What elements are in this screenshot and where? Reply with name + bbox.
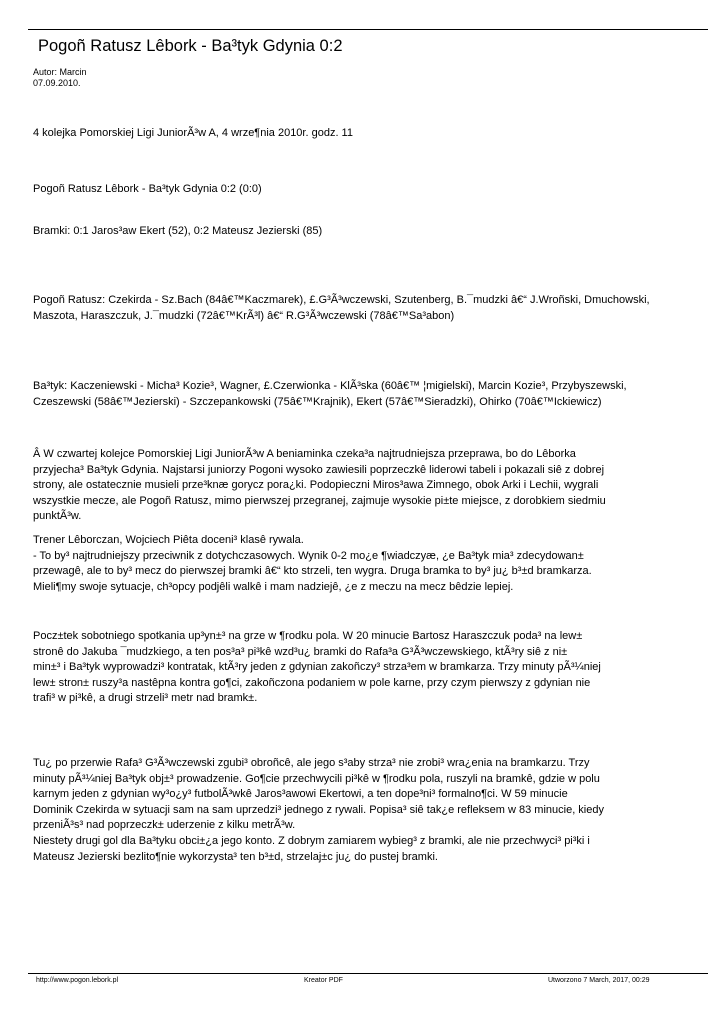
text-line: Dominik Czekirda w sytuacji sam na sam uprzedzi³ jednego z rywali. Popisa³ siê tak¿e refleksem w 83 minucie, kiedy — [33, 803, 604, 816]
text-line: Ba³tyk: Kaczeniewski - Micha³ Kozie³, Wagner, £.Czerwionka - KlÃ³ska (60â€™ ¦migielski), Marcin Kozie³, Przybyszewski, — [33, 380, 627, 392]
text-line: przeniÃ³s³ nad poprzeczk± uderzenie z kilku metrÃ³w. — [33, 819, 296, 832]
header-rule — [28, 29, 708, 30]
text-line: strony, ale ostatecznie musieli prze³knæ gorycz pora¿ki. Podopieczni Miros³awa Zimnego, obok Arki i Lechii, wygrali — [33, 479, 599, 492]
text-line: Pocz±tek sobotniego spotkania up³yn±³ na grze w ¶rodku pola. W 20 minucie Bartosz Haraszczuk poda³ na lew± — [33, 630, 583, 642]
text-line: Â W czwartej kolejce Pomorskiej Ligi JuniorÃ³w A beniaminka czeka³a najtrudniejsza przeprawa, bo do Lêborka — [33, 448, 576, 460]
score-paragraph — [33, 182, 723, 198]
match-report-paragraph-2 — [33, 629, 723, 707]
text-line: Pogoñ Ratusz Lêbork - Ba³tyk Gdynia 0:2 (0:0) — [33, 183, 262, 195]
author-line: Autor: Marcin — [33, 67, 87, 77]
text-line: trafi³ w pi³kê, a drugi strzeli³ metr nad bramk±. — [33, 692, 258, 705]
text-line: Tu¿ po przerwie Rafa³ G³Ã³wczewski zgubi³ obroñcê, ale jego s³aby strza³ nie zrobi³ wra¿enia na bramkarzu. Trzy — [33, 757, 590, 769]
text-line: lew± stron± ruszy³a nastêpna kontra go¶ci, zakoñczona podaniem w pole karne, przy czym pierwszy z gdynian nie — [33, 676, 591, 689]
away-lineup-paragraph — [33, 379, 723, 410]
article-title: Pogoñ Ratusz Lêbork - Ba³tyk Gdynia 0:2 — [38, 37, 343, 55]
date-line: 07.09.2010. — [33, 78, 81, 88]
text-line: Mieli¶my swoje sytuacje, ch³opcy podjêli walkê i mam nadziejê, ¿e z meczu na mecz bêdzie lepiej. — [33, 580, 514, 593]
text-line: przyjecha³ Ba³tyk Gdynia. Najstarsi juniorzy Pogoni wysoko zawiesili poprzeczkê liderowi tabeli i pokazali siê z dobrej — [33, 463, 605, 476]
text-line: min±³ i Ba³tyk wyprowadzi³ kontratak, ktÃ³ry jeden z gdynian zakoñczy³ strza³em w bramkarza. Trzy minuty pÃ³¼niej — [33, 661, 601, 674]
footer-rule — [28, 973, 708, 974]
text-line: Bramki: 0:1 Jaros³aw Ekert (52), 0:2 Mateusz Jezierski (85) — [33, 225, 323, 237]
text-line: Niestety drugi gol dla Ba³tyku obci±¿a jego konto. Z dobrym zamiarem wybieg³ z bramki, ale nie przechwyci³ pi³ki i — [33, 834, 590, 847]
text-line: przewagê, ale to by³ mecz do pierwszej bramki â€“ kto strzeli, ten wygra. Druga bramka to by³ ju¿ b³±d bramkarza. — [33, 565, 592, 578]
text-line: - To by³ najtrudniejszy przeciwnik z dotychczasowych. Wynik 0-2 mo¿e ¶wiadczyæ, ¿e Ba³tyk mia³ zdecydowan± — [33, 549, 584, 562]
text-line: Mateusz Jezierski bezlito¶nie wykorzysta³ ten b³±d, strzelaj±c ju¿ do pustej bramki. — [33, 850, 438, 863]
text-line: Trener Lêborczan, Wojciech Piêta doceni³ klasê rywala. — [33, 534, 304, 546]
text-line: minuty pÃ³¼niej Ba³tyk obj±³ prowadzenie. Go¶cie przechwycili pi³kê w ¶rodku pola, ruszyli na bramkê, gdzie w polu — [33, 772, 600, 785]
footer-generator: Kreator PDF — [304, 977, 343, 984]
match-report-paragraph-1 — [33, 447, 723, 525]
intro-paragraph — [33, 126, 723, 142]
text-line: karnym jeden z gdynian wy³o¿y³ futbolÃ³wkê Jaros³awowi Ekertowi, a ten dope³ni³ formalno¶ci. W 59 minucie — [33, 788, 568, 801]
text-line: wszystkie mecze, ale Pogoñ Ratusz, mimo pierwszej przegranej, zajmuje wysokie pi±te miejsce, z dorobkiem siedmiu — [33, 494, 606, 507]
text-line: Pogoñ Ratusz: Czekirda - Sz.Bach (84â€™Kaczmarek), £.G³Ã³wczewski, Szutenberg, B.¯mudzki â€“ J.Wroñski, Dmuchowski, — [33, 294, 650, 306]
text-line: Maszota, Haraszczuk, J.¯mudzki (72â€™KrÃ³l) â€“ R.G³Ã³wczewski (78â€™Sa³abon) — [33, 309, 455, 322]
text-line: 4 kolejka Pomorskiej Ligi JuniorÃ³w A, 4 wrze¶nia 2010r. godz. 11 — [33, 127, 353, 139]
text-line: stronê do Jakuba ¯mudzkiego, a ten pos³a³ pi³kê wzd³u¿ bramki do Rafa³a G³Ã³wczewskiego, ktÃ³ry siê z ni± — [33, 645, 568, 658]
text-line: Czeszewski (58â€™Jezierski) - Szczepankowski (75â€™Krajnik), Ekert (57â€™Sieradzki), Ohirko (70â€™Ickiewicz) — [33, 395, 602, 408]
match-report-paragraph-3 — [33, 756, 723, 865]
footer-created: Utworzono 7 March, 2017, 00:29 — [548, 977, 650, 984]
home-lineup-paragraph — [33, 293, 723, 324]
coach-quote-paragraph — [33, 533, 723, 595]
goals-paragraph — [33, 224, 723, 240]
text-line: punktÃ³w. — [33, 510, 82, 523]
footer-url[interactable]: http://www.pogon.lebork.pl — [36, 977, 119, 984]
